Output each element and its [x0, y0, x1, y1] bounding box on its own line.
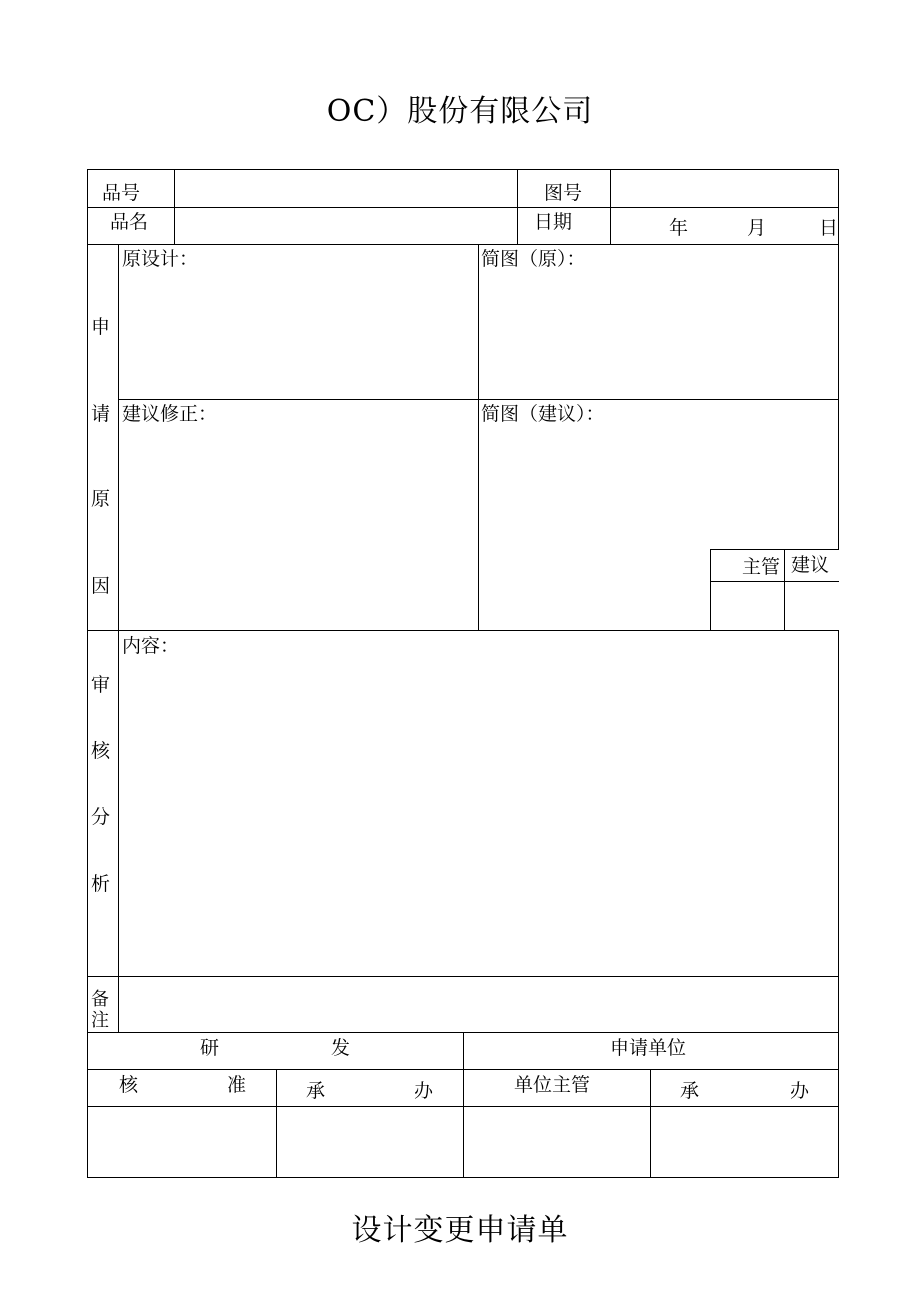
review-char-4: 析	[91, 873, 111, 895]
table-line	[87, 169, 839, 170]
original-design-area[interactable]	[120, 272, 476, 397]
part-no-field[interactable]	[176, 171, 516, 206]
table-line	[87, 1177, 839, 1178]
suggested-fix-label: 建议修正：	[122, 403, 218, 425]
table-line	[478, 244, 479, 630]
reason-char-3: 原	[91, 488, 111, 510]
handle-label-1: 承	[306, 1080, 326, 1102]
approve-sign-field[interactable]	[89, 1108, 275, 1176]
remarks-field[interactable]	[120, 978, 836, 1030]
part-name-label: 品名	[110, 211, 149, 233]
table-line	[838, 630, 839, 1177]
table-line	[710, 549, 711, 630]
table-line	[650, 1069, 651, 1177]
table-line	[87, 976, 839, 977]
supervisor-sign-field[interactable]	[712, 583, 783, 629]
sketch-suggested-area[interactable]	[480, 428, 708, 628]
table-line	[87, 244, 839, 245]
table-line	[610, 169, 611, 244]
date-year[interactable]: 年	[669, 217, 689, 239]
handle2-label-1: 承	[680, 1080, 700, 1102]
table-line	[710, 549, 839, 550]
table-line	[517, 169, 518, 244]
part-name-field[interactable]	[176, 209, 516, 243]
remarks-char-2: 注	[91, 1010, 109, 1031]
rd-label-1: 研	[200, 1037, 220, 1059]
reason-char-2: 请	[91, 403, 111, 425]
table-line	[784, 549, 785, 630]
drawing-no-field[interactable]	[612, 171, 837, 206]
unit-supervisor-sign-field[interactable]	[465, 1108, 649, 1176]
review-char-2: 核	[91, 740, 111, 762]
review-content-area[interactable]	[120, 660, 836, 974]
part-no-label: 品号	[102, 182, 141, 204]
reason-char-1: 申	[91, 316, 111, 338]
handle2-label-2: 办	[790, 1080, 810, 1102]
rd-handle-sign-field[interactable]	[278, 1108, 462, 1176]
suggested-fix-area[interactable]	[120, 428, 476, 628]
review-char-1: 审	[91, 674, 111, 696]
table-line	[174, 169, 175, 244]
suggestion-label: 建议	[791, 554, 830, 576]
suggestion-sign-field[interactable]	[786, 583, 838, 629]
handle-label-2: 办	[414, 1080, 434, 1102]
table-line	[710, 581, 839, 582]
table-line	[463, 1032, 464, 1177]
sketch-original-label: 简图（原）：	[481, 248, 586, 270]
unit-handle-sign-field[interactable]	[652, 1108, 837, 1176]
date-day[interactable]: 日	[819, 217, 839, 239]
drawing-no-label: 图号	[544, 182, 583, 204]
table-line	[87, 169, 88, 1177]
date-month[interactable]: 月	[747, 217, 767, 239]
table-line	[276, 1069, 277, 1177]
table-line	[838, 169, 839, 549]
content-label: 内容：	[122, 635, 180, 657]
applicant-unit-label: 申请单位	[610, 1037, 687, 1059]
original-design-label: 原设计：	[122, 248, 199, 270]
unit-supervisor-label: 单位主管	[514, 1074, 591, 1096]
sketch-suggested-label: 简图（建议）：	[481, 403, 605, 425]
approve-label-2: 准	[227, 1074, 247, 1096]
table-line	[87, 630, 839, 631]
remarks-char-1: 备	[91, 989, 109, 1010]
date-label: 日期	[534, 211, 573, 233]
company-title: OC）股份有限公司	[326, 94, 594, 129]
review-char-3: 分	[91, 806, 111, 828]
table-line	[87, 207, 839, 208]
table-line	[118, 244, 119, 1032]
supervisor-label: 主管	[742, 556, 781, 578]
rd-label-2: 发	[331, 1037, 351, 1059]
approve-label-1: 核	[119, 1074, 139, 1096]
sketch-original-area[interactable]	[480, 272, 836, 397]
form-title: 设计变更申请单	[351, 1213, 569, 1248]
reason-char-4: 因	[91, 575, 111, 597]
